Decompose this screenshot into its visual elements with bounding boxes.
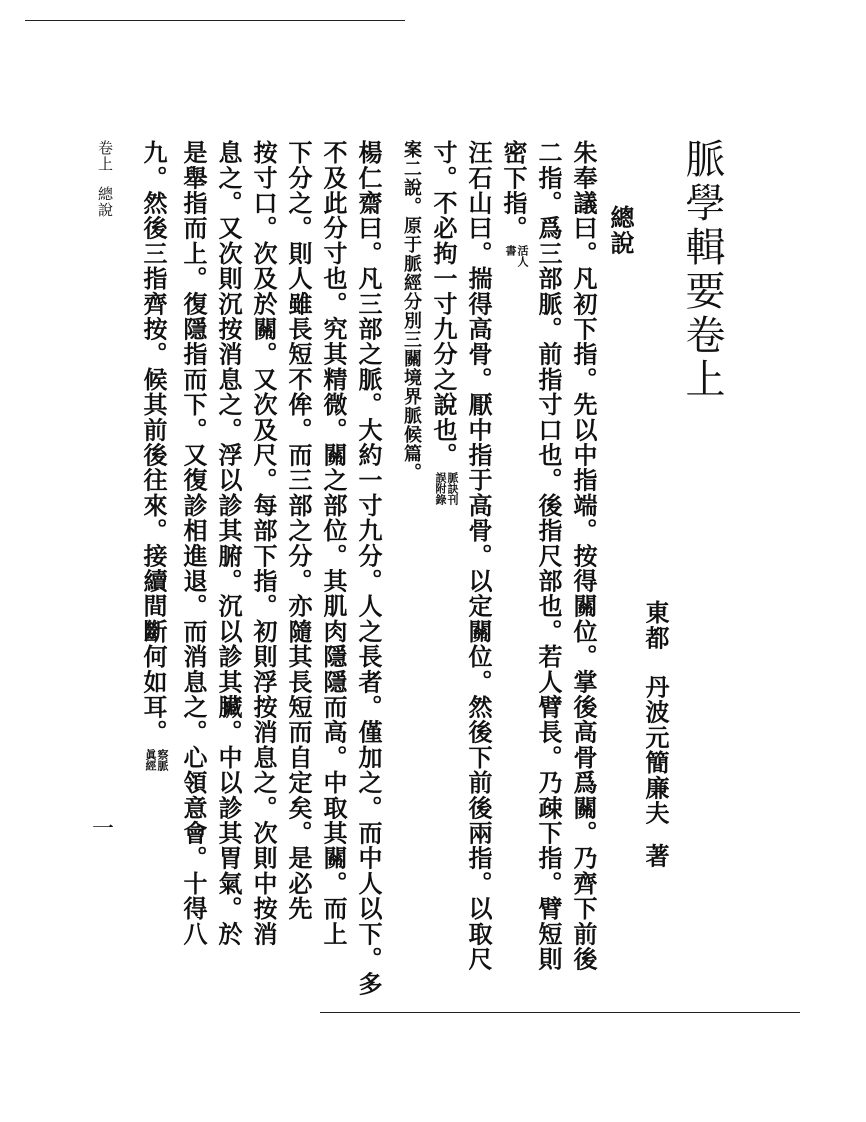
text-column-3-body: 密下指。 [499, 140, 528, 241]
text-column-5-body: 寸。不必拘一寸九分之說也。 [429, 140, 458, 468]
text-column-2: 二指。爲三部脈。前指寸口也。後指尺部也。若人臂長。乃疎下指。臂短則 [534, 140, 563, 972]
source-note: 察脈眞經 [144, 748, 169, 771]
text-column-12: 是舉指而上。復隱指而下。又復診相進退。而消息之。心領意會。十得八 [179, 140, 208, 947]
text-column-13 [138, 140, 168, 779]
author-place: 東都 [641, 600, 670, 651]
text-column-1: 朱奉議曰。凡初下指。先以中指端。按得關位。掌後高骨爲關。乃齊下前後 [569, 140, 598, 972]
author-line [640, 600, 670, 869]
text-column-9: 下分之。則人雖長短不侔。而三部之分。亦隨其長短而自定矣。是必先 [284, 140, 313, 922]
text-column-10: 按寸口。次及於關。又次及尺。每部下指。初則浮按消息之。次則中按消 [249, 140, 278, 947]
footer-section: 總說 [96, 186, 114, 218]
commentary-column: 案二說。原于脈經分別三關境界脈候篇。 [401, 140, 422, 482]
text-column-4: 汪石山曰。揣得高骨。厭中指于高骨。以定關位。然後下前後兩指。以取尺 [464, 140, 493, 972]
text-column-5 [428, 140, 458, 508]
source-note: 脈訣刊誤附錄 [434, 471, 459, 505]
text-column-11: 息之。又次則沉按消息之。浮以診其腑。沉以診其臟。中以診其胃氣。於 [214, 140, 243, 947]
author-name: 丹波元簡廉夫 [641, 674, 670, 826]
text-column-13-body: 九。然後三指齊按。候其前後往來。接續間斷何如耳。 [139, 140, 168, 745]
footer-volume: 卷上 [96, 140, 114, 172]
top-rule [25, 20, 405, 21]
author-role: 著 [641, 843, 670, 869]
running-footer [90, 140, 120, 218]
text-column-8: 不及此分寸也。究其精微。關之部位。其肌肉隱隱而高。中取其關。而上 [319, 140, 348, 947]
text-column-3 [498, 140, 528, 275]
page-number: 一 [92, 817, 115, 842]
bottom-rule [320, 1012, 800, 1013]
section-heading: 總說 [606, 205, 635, 256]
source-note: 活人書 [504, 244, 529, 267]
page-title: 脈學輯要卷上 [679, 138, 725, 402]
text-column-7: 楊仁齋曰。凡三部之脈。大約一寸九分。人之長者。僅加之。而中人以下。多 [354, 140, 383, 997]
